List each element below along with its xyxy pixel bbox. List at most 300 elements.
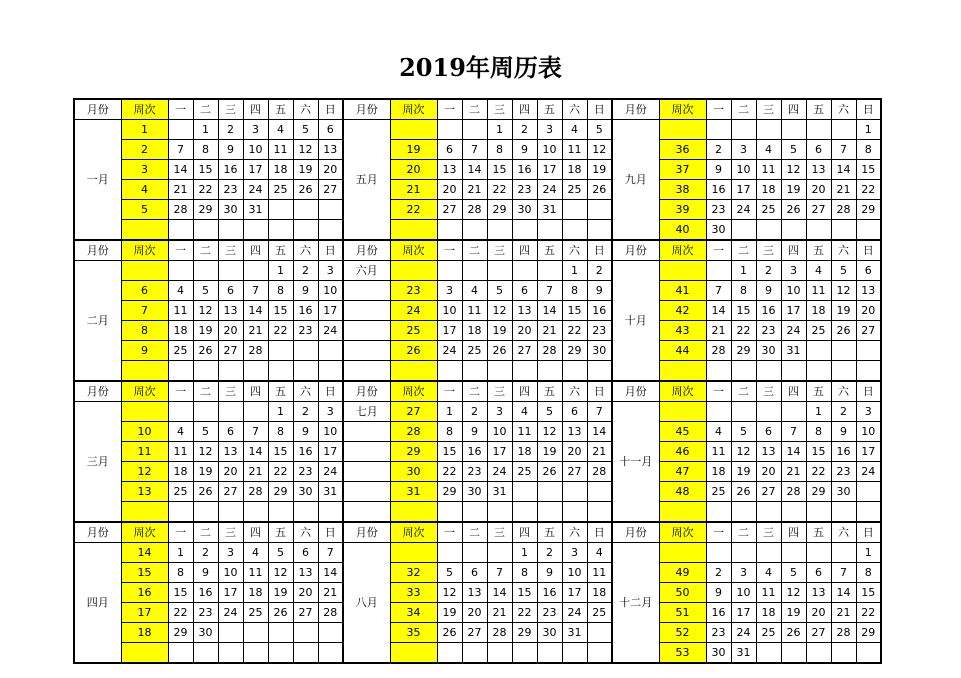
day-cell — [462, 502, 487, 523]
day-cell — [781, 402, 806, 422]
day-cell: 22 — [856, 603, 881, 623]
day-cell — [856, 341, 881, 361]
week-number: 40 — [659, 220, 706, 241]
day-cell: 31 — [781, 341, 806, 361]
day-cell: 28 — [781, 482, 806, 502]
day-cell — [193, 502, 218, 523]
day-cell: 30 — [706, 220, 731, 241]
day-cell: 18 — [268, 160, 293, 180]
header-row — [74, 522, 881, 543]
weekday-header: 日 — [587, 99, 612, 120]
day-cell: 2 — [293, 261, 318, 281]
day-cell: 23 — [218, 180, 243, 200]
day-cell: 3 — [318, 261, 343, 281]
day-cell: 17 — [781, 301, 806, 321]
day-cell: 24 — [318, 462, 343, 482]
weekday-header: 三 — [487, 381, 512, 402]
day-cell — [537, 361, 562, 382]
day-cell — [318, 623, 343, 643]
day-cell — [756, 643, 781, 664]
day-cell: 22 — [562, 321, 587, 341]
day-cell: 4 — [268, 120, 293, 140]
day-cell: 22 — [268, 321, 293, 341]
week-number: 27 — [390, 402, 437, 422]
week-number: 19 — [390, 140, 437, 160]
day-cell: 6 — [512, 281, 537, 301]
day-cell: 24 — [437, 341, 462, 361]
day-cell: 17 — [731, 180, 756, 200]
day-cell: 17 — [437, 321, 462, 341]
day-cell — [731, 502, 756, 523]
day-cell: 5 — [293, 120, 318, 140]
weekday-header: 五 — [537, 381, 562, 402]
day-cell — [806, 341, 831, 361]
week-header: 周次 — [121, 522, 168, 543]
week-header: 周次 — [659, 240, 706, 261]
day-cell — [512, 482, 537, 502]
day-cell: 20 — [462, 603, 487, 623]
day-cell: 30 — [756, 341, 781, 361]
week-row — [74, 482, 881, 502]
month-label: 五月 — [343, 120, 390, 241]
day-cell: 16 — [512, 160, 537, 180]
day-cell: 21 — [831, 603, 856, 623]
weekday-header: 日 — [318, 522, 343, 543]
day-cell: 11 — [806, 281, 831, 301]
day-cell: 12 — [437, 583, 462, 603]
week-number: 32 — [390, 563, 437, 583]
week-row — [74, 603, 881, 623]
day-cell: 25 — [706, 482, 731, 502]
day-cell: 29 — [856, 200, 881, 220]
day-cell: 5 — [437, 563, 462, 583]
day-cell: 29 — [731, 341, 756, 361]
day-cell — [587, 643, 612, 664]
month-label: 四月 — [74, 543, 121, 664]
weekday-header: 三 — [218, 522, 243, 543]
day-cell: 4 — [168, 422, 193, 442]
day-cell — [218, 361, 243, 382]
weekday-header: 五 — [806, 381, 831, 402]
day-cell: 26 — [293, 180, 318, 200]
day-cell: 15 — [856, 583, 881, 603]
day-cell: 19 — [537, 442, 562, 462]
day-cell — [437, 543, 462, 563]
day-cell: 18 — [562, 160, 587, 180]
day-cell: 24 — [562, 603, 587, 623]
week-number — [390, 220, 437, 241]
day-cell — [437, 120, 462, 140]
weekday-header: 二 — [193, 381, 218, 402]
week-row — [74, 583, 881, 603]
day-cell: 5 — [537, 402, 562, 422]
week-header: 周次 — [390, 99, 437, 120]
month-cell — [343, 301, 390, 321]
day-cell — [487, 643, 512, 664]
month-label: 二月 — [74, 261, 121, 382]
month-label: 八月 — [343, 543, 390, 664]
day-cell: 12 — [193, 301, 218, 321]
day-cell — [168, 361, 193, 382]
week-number: 37 — [659, 160, 706, 180]
day-cell: 21 — [831, 180, 856, 200]
day-cell: 13 — [562, 422, 587, 442]
day-cell — [756, 361, 781, 382]
day-cell: 20 — [218, 321, 243, 341]
day-cell — [756, 543, 781, 563]
month-label: 三月 — [74, 402, 121, 523]
day-cell: 1 — [731, 261, 756, 281]
day-cell: 14 — [537, 301, 562, 321]
day-cell — [293, 200, 318, 220]
weekday-header: 四 — [243, 240, 268, 261]
day-cell — [706, 361, 731, 382]
weekday-header: 四 — [243, 99, 268, 120]
day-cell: 9 — [706, 160, 731, 180]
day-cell: 3 — [781, 261, 806, 281]
day-cell: 14 — [831, 160, 856, 180]
weekday-header: 三 — [218, 240, 243, 261]
day-cell: 25 — [587, 603, 612, 623]
day-cell: 18 — [243, 583, 268, 603]
weekday-header: 二 — [731, 240, 756, 261]
day-cell: 30 — [831, 482, 856, 502]
day-cell — [218, 402, 243, 422]
day-cell — [218, 502, 243, 523]
day-cell: 1 — [437, 402, 462, 422]
day-cell: 5 — [193, 422, 218, 442]
weekday-header: 一 — [706, 381, 731, 402]
day-cell: 21 — [537, 321, 562, 341]
day-cell: 15 — [168, 583, 193, 603]
day-cell: 23 — [293, 321, 318, 341]
weekday-header: 日 — [318, 99, 343, 120]
weekday-header: 日 — [856, 522, 881, 543]
day-cell: 12 — [731, 442, 756, 462]
day-cell: 4 — [562, 120, 587, 140]
day-cell — [462, 220, 487, 241]
weekday-header: 五 — [537, 522, 562, 543]
day-cell — [781, 361, 806, 382]
day-cell — [243, 220, 268, 241]
day-cell — [781, 543, 806, 563]
weekday-header: 日 — [587, 240, 612, 261]
week-number — [121, 643, 168, 664]
day-cell: 6 — [806, 563, 831, 583]
day-cell: 9 — [706, 583, 731, 603]
day-cell: 19 — [193, 321, 218, 341]
weekday-header: 五 — [268, 522, 293, 543]
day-cell: 21 — [243, 462, 268, 482]
weekday-header: 日 — [856, 240, 881, 261]
week-number: 50 — [659, 583, 706, 603]
day-cell — [193, 261, 218, 281]
day-cell: 6 — [318, 120, 343, 140]
day-cell: 11 — [168, 301, 193, 321]
day-cell: 24 — [218, 603, 243, 623]
day-cell: 21 — [318, 583, 343, 603]
day-cell: 7 — [243, 281, 268, 301]
day-cell: 28 — [318, 603, 343, 623]
day-cell: 12 — [487, 301, 512, 321]
day-cell: 28 — [168, 200, 193, 220]
day-cell: 29 — [487, 200, 512, 220]
week-number — [390, 261, 437, 281]
day-cell — [487, 261, 512, 281]
day-cell: 2 — [462, 402, 487, 422]
day-cell: 15 — [268, 442, 293, 462]
day-cell — [318, 502, 343, 523]
weekday-header: 五 — [537, 240, 562, 261]
day-cell: 8 — [168, 563, 193, 583]
day-cell — [831, 643, 856, 664]
day-cell: 11 — [756, 583, 781, 603]
month-cell — [343, 361, 390, 382]
day-cell: 1 — [268, 261, 293, 281]
day-cell: 29 — [856, 623, 881, 643]
day-cell: 10 — [318, 422, 343, 442]
month-cell — [343, 341, 390, 361]
week-number: 35 — [390, 623, 437, 643]
day-cell: 29 — [193, 200, 218, 220]
day-cell: 15 — [731, 301, 756, 321]
week-row — [74, 341, 881, 361]
day-cell: 25 — [462, 341, 487, 361]
day-cell: 20 — [856, 301, 881, 321]
weekday-header: 三 — [218, 99, 243, 120]
day-cell: 21 — [487, 603, 512, 623]
week-number: 51 — [659, 603, 706, 623]
day-cell: 25 — [756, 623, 781, 643]
day-cell: 19 — [293, 160, 318, 180]
weekday-header: 六 — [831, 99, 856, 120]
day-cell: 19 — [487, 321, 512, 341]
day-cell — [193, 402, 218, 422]
day-cell: 16 — [293, 442, 318, 462]
day-cell: 1 — [193, 120, 218, 140]
day-cell: 27 — [318, 180, 343, 200]
weekday-header: 一 — [168, 240, 193, 261]
weekday-header: 六 — [293, 381, 318, 402]
day-cell: 12 — [587, 140, 612, 160]
day-cell — [293, 341, 318, 361]
weekday-header: 六 — [562, 381, 587, 402]
week-number: 4 — [121, 180, 168, 200]
day-cell: 2 — [831, 402, 856, 422]
day-cell — [781, 120, 806, 140]
day-cell: 6 — [562, 402, 587, 422]
day-cell — [268, 361, 293, 382]
day-cell — [856, 482, 881, 502]
day-cell: 16 — [537, 583, 562, 603]
day-cell: 30 — [587, 341, 612, 361]
weekday-header: 二 — [462, 99, 487, 120]
day-cell: 11 — [562, 140, 587, 160]
day-cell — [856, 502, 881, 523]
day-cell: 4 — [587, 543, 612, 563]
day-cell: 8 — [856, 563, 881, 583]
day-cell: 27 — [756, 482, 781, 502]
day-cell — [243, 643, 268, 664]
day-cell: 9 — [831, 422, 856, 442]
day-cell: 22 — [731, 321, 756, 341]
day-cell: 26 — [781, 200, 806, 220]
day-cell: 22 — [193, 180, 218, 200]
week-row — [74, 402, 881, 422]
day-cell: 26 — [193, 482, 218, 502]
day-cell: 5 — [268, 543, 293, 563]
day-cell — [243, 402, 268, 422]
day-cell: 10 — [537, 140, 562, 160]
day-cell — [587, 220, 612, 241]
month-header: 月份 — [74, 522, 121, 543]
month-header: 月份 — [74, 240, 121, 261]
week-number: 28 — [390, 422, 437, 442]
day-cell: 22 — [268, 462, 293, 482]
day-cell: 6 — [806, 140, 831, 160]
month-header: 月份 — [612, 240, 659, 261]
weekday-header: 一 — [168, 522, 193, 543]
day-cell: 19 — [587, 160, 612, 180]
week-row — [74, 361, 881, 382]
month-header: 月份 — [612, 381, 659, 402]
day-cell: 2 — [537, 543, 562, 563]
day-cell — [218, 261, 243, 281]
day-cell: 25 — [806, 321, 831, 341]
day-cell: 8 — [487, 140, 512, 160]
weekday-header: 四 — [512, 381, 537, 402]
day-cell: 22 — [437, 462, 462, 482]
weekday-header: 二 — [193, 522, 218, 543]
week-number: 18 — [121, 623, 168, 643]
week-number — [390, 361, 437, 382]
weekday-header: 六 — [293, 240, 318, 261]
day-cell: 2 — [587, 261, 612, 281]
day-cell — [806, 220, 831, 241]
week-number: 41 — [659, 281, 706, 301]
day-cell: 3 — [437, 281, 462, 301]
day-cell — [487, 502, 512, 523]
day-cell: 19 — [437, 603, 462, 623]
day-cell: 10 — [243, 140, 268, 160]
week-row — [74, 623, 881, 643]
weekday-header: 五 — [806, 522, 831, 543]
day-cell: 25 — [756, 200, 781, 220]
day-cell: 14 — [318, 563, 343, 583]
weekday-header: 二 — [731, 381, 756, 402]
day-cell: 26 — [831, 321, 856, 341]
day-cell: 6 — [437, 140, 462, 160]
weekday-header: 四 — [781, 240, 806, 261]
day-cell: 27 — [293, 603, 318, 623]
day-cell: 30 — [293, 482, 318, 502]
day-cell: 13 — [293, 563, 318, 583]
week-number — [121, 361, 168, 382]
week-header: 周次 — [659, 99, 706, 120]
day-cell: 13 — [318, 140, 343, 160]
day-cell: 3 — [318, 402, 343, 422]
weekday-header: 六 — [293, 522, 318, 543]
day-cell — [706, 261, 731, 281]
month-cell — [343, 281, 390, 301]
day-cell — [168, 220, 193, 241]
weekday-header: 三 — [487, 240, 512, 261]
day-cell: 20 — [806, 603, 831, 623]
day-cell: 20 — [293, 583, 318, 603]
day-cell: 23 — [706, 200, 731, 220]
day-cell — [512, 502, 537, 523]
day-cell: 5 — [831, 261, 856, 281]
month-header: 月份 — [343, 381, 390, 402]
week-number: 23 — [390, 281, 437, 301]
weekday-header: 六 — [562, 240, 587, 261]
day-cell: 11 — [756, 160, 781, 180]
weekday-header: 日 — [856, 99, 881, 120]
weekday-header: 二 — [462, 381, 487, 402]
day-cell: 3 — [487, 402, 512, 422]
weekday-header: 二 — [462, 240, 487, 261]
day-cell — [537, 643, 562, 664]
week-row — [74, 301, 881, 321]
day-cell: 5 — [781, 563, 806, 583]
day-cell — [587, 623, 612, 643]
day-cell: 31 — [243, 200, 268, 220]
weekday-header: 一 — [437, 381, 462, 402]
day-cell: 27 — [562, 462, 587, 482]
weekday-header: 日 — [856, 381, 881, 402]
day-cell: 15 — [856, 160, 881, 180]
day-cell — [806, 643, 831, 664]
day-cell — [562, 200, 587, 220]
week-number: 3 — [121, 160, 168, 180]
day-cell: 17 — [218, 583, 243, 603]
day-cell — [537, 502, 562, 523]
day-cell: 9 — [293, 422, 318, 442]
day-cell — [512, 261, 537, 281]
week-number: 29 — [390, 442, 437, 462]
day-cell: 20 — [218, 462, 243, 482]
weekday-header: 六 — [831, 240, 856, 261]
day-cell: 10 — [218, 563, 243, 583]
day-cell: 2 — [512, 120, 537, 140]
day-cell: 20 — [437, 180, 462, 200]
day-cell — [806, 120, 831, 140]
month-label: 六月 — [343, 261, 390, 281]
day-cell: 8 — [856, 140, 881, 160]
day-cell — [706, 402, 731, 422]
day-cell: 15 — [487, 160, 512, 180]
day-cell: 26 — [781, 623, 806, 643]
day-cell — [706, 120, 731, 140]
week-number: 31 — [390, 482, 437, 502]
day-cell: 20 — [756, 462, 781, 482]
week-number: 42 — [659, 301, 706, 321]
day-cell: 26 — [268, 603, 293, 623]
day-cell — [293, 361, 318, 382]
day-cell: 10 — [318, 281, 343, 301]
day-cell: 15 — [437, 442, 462, 462]
weekday-header: 一 — [706, 240, 731, 261]
day-cell: 19 — [193, 462, 218, 482]
day-cell: 27 — [856, 321, 881, 341]
week-number: 20 — [390, 160, 437, 180]
day-cell: 28 — [487, 623, 512, 643]
weekday-header: 五 — [268, 99, 293, 120]
week-number: 1 — [121, 120, 168, 140]
day-cell: 10 — [856, 422, 881, 442]
day-cell: 4 — [462, 281, 487, 301]
month-label: 一月 — [74, 120, 121, 241]
